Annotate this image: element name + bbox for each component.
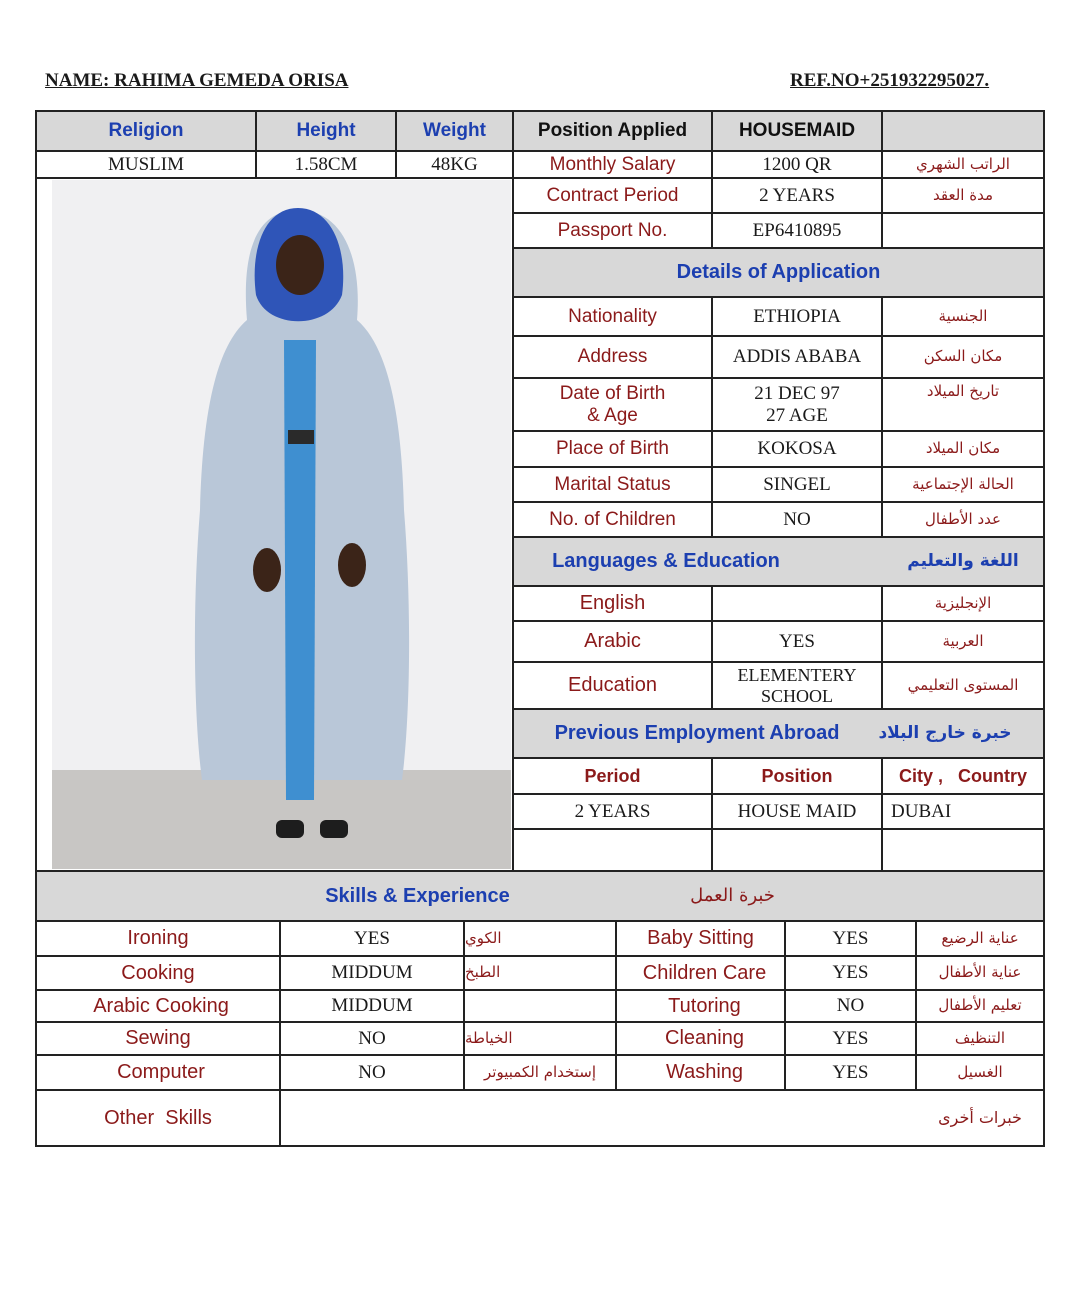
employment-period: 2 YEARS: [574, 800, 651, 822]
nationality-value: ETHIOPIA: [753, 305, 841, 327]
religion-label: Religion: [108, 120, 184, 142]
skill-cleaning-label: Cleaning: [665, 1027, 744, 1049]
position-applied-value: HOUSEMAID: [738, 120, 856, 142]
english-arabic: الإنجليزية: [934, 593, 992, 612]
weight-value: 48KG: [431, 153, 478, 175]
marital-arabic: الحالة الإجتماعية: [912, 474, 1014, 493]
children-value: NO: [783, 508, 811, 530]
passport-label: Passport No.: [557, 219, 668, 241]
arabic-arabic: العربية: [942, 631, 984, 650]
other-skills-label: Other Skills: [104, 1106, 212, 1129]
employment-title: Previous Employment Abroad: [554, 722, 840, 744]
dob-label-line1: Date of Birth: [559, 382, 666, 404]
age-value: 27 AGE: [766, 404, 828, 426]
education-arabic: المستوى التعليمي: [907, 675, 1019, 694]
skills-title: Skills & Experience: [325, 884, 510, 907]
nationality-arabic: الجنسية: [938, 306, 988, 325]
details-title: Details of Application: [676, 261, 881, 283]
dob-value: [713, 379, 881, 430]
skill-washing-value: YES: [832, 1061, 869, 1083]
skill-cooking-value: MIDDUM: [331, 962, 413, 984]
period-column-header: Period: [584, 765, 641, 786]
arabic-label: Arabic: [584, 630, 641, 652]
salary-label: Monthly Salary: [549, 153, 676, 175]
skill-baby-sitting-value: YES: [832, 927, 869, 949]
employment-title-arabic: خبرة خارج البلاد: [878, 722, 1012, 743]
height-value: 1.58CM: [294, 153, 358, 175]
children-label: No. of Children: [549, 508, 676, 530]
candidate-name: NAME: RAHIMA GEMEDA ORISA: [45, 70, 349, 91]
skills-band: [36, 871, 1044, 921]
skill-arabic-cooking-label: Arabic Cooking: [93, 994, 229, 1017]
birthplace-label: Place of Birth: [556, 438, 669, 460]
dob-label: [514, 379, 711, 430]
skill-baby-sitting-arabic: عناية الرضيع: [941, 928, 1019, 947]
skill-cleaning-arabic: التنظيف: [954, 1028, 1006, 1047]
contract-arabic: مدة العقد: [933, 185, 993, 204]
address-label: Address: [577, 346, 648, 368]
english-label: English: [579, 592, 646, 614]
skill-tutoring-label: Tutoring: [668, 994, 741, 1017]
birthplace-value: KOKOSA: [757, 438, 837, 460]
skill-tutoring-value: NO: [836, 995, 865, 1017]
children-arabic: عدد الأطفال: [925, 509, 1001, 528]
skill-computer-value: NO: [358, 1061, 386, 1083]
education-value-line1: ELEMENTERY: [737, 664, 857, 685]
languages-title-arabic: اللغة والتعليم: [907, 550, 1019, 571]
skill-ironing-arabic: الكوي: [465, 928, 502, 947]
skill-arabic-cooking-value: MIDDUM: [331, 995, 413, 1017]
marital-value: SINGEL: [763, 473, 831, 495]
contract-value: 2 YEARS: [759, 184, 835, 206]
languages-title: Languages & Education: [552, 550, 780, 572]
employment-city: DUBAI: [891, 800, 952, 822]
address-arabic: مكان السكن: [923, 347, 1003, 366]
skill-tutoring-arabic: تعليم الأطفال: [938, 996, 1022, 1015]
skills-title-arabic: خبرة العمل: [690, 884, 775, 906]
education-value: [713, 663, 881, 708]
height-label: Height: [296, 120, 356, 142]
religion-value: MUSLIM: [107, 153, 184, 175]
contract-label: Contract Period: [546, 184, 679, 206]
address-value: ADDIS ABABA: [732, 346, 862, 368]
skill-cooking-arabic: الطبخ: [465, 963, 501, 982]
position-applied-label: Position Applied: [537, 120, 688, 142]
city-country-column-header: City , Country: [898, 765, 1027, 786]
skill-washing-label: Washing: [665, 1061, 744, 1083]
skill-baby-sitting-label: Baby Sitting: [647, 927, 754, 949]
skill-sewing-value: NO: [358, 1027, 386, 1049]
nationality-label: Nationality: [568, 305, 657, 327]
skill-washing-arabic: الغسيل: [957, 1062, 1003, 1081]
position-column-header: Position: [761, 765, 833, 786]
other-skills-arabic: خبرات أخرى: [938, 1107, 1022, 1127]
education-label: Education: [568, 674, 657, 696]
education-value-line2: SCHOOL: [760, 685, 833, 706]
skill-children-care-label: Children Care: [642, 961, 767, 984]
weight-label: Weight: [423, 120, 486, 142]
marital-label: Marital Status: [554, 473, 671, 495]
skill-children-care-arabic: عناية الأطفال: [938, 963, 1022, 982]
arabic-value: YES: [779, 630, 815, 652]
dob-arabic: تاريخ الميلاد: [926, 382, 1000, 401]
passport-value: EP6410895: [752, 219, 842, 241]
skill-ironing-label: Ironing: [127, 927, 189, 949]
skill-children-care-value: YES: [832, 962, 869, 984]
dob-date: 21 DEC 97: [754, 382, 840, 404]
skill-ironing-value: YES: [354, 927, 390, 949]
salary-arabic: الراتب الشهري: [916, 154, 1010, 173]
english-value: [713, 587, 881, 620]
employment-position: HOUSE MAID: [737, 800, 857, 822]
skill-cooking-label: Cooking: [121, 961, 195, 984]
skill-computer-label: Computer: [117, 1061, 205, 1083]
reference-number: REF.NO+251932295027.: [790, 70, 990, 91]
birthplace-arabic: مكان الميلاد: [925, 439, 1001, 458]
dob-label-line2: & Age: [587, 404, 638, 426]
full-body-photo: [52, 180, 511, 869]
skill-sewing-label: Sewing: [125, 1027, 191, 1049]
skill-computer-arabic: إستخدام الكمبيوتر: [484, 1062, 596, 1081]
skill-sewing-arabic: الخياطة: [465, 1028, 513, 1047]
skill-cleaning-value: YES: [832, 1027, 869, 1049]
salary-value: 1200 QR: [762, 153, 832, 175]
